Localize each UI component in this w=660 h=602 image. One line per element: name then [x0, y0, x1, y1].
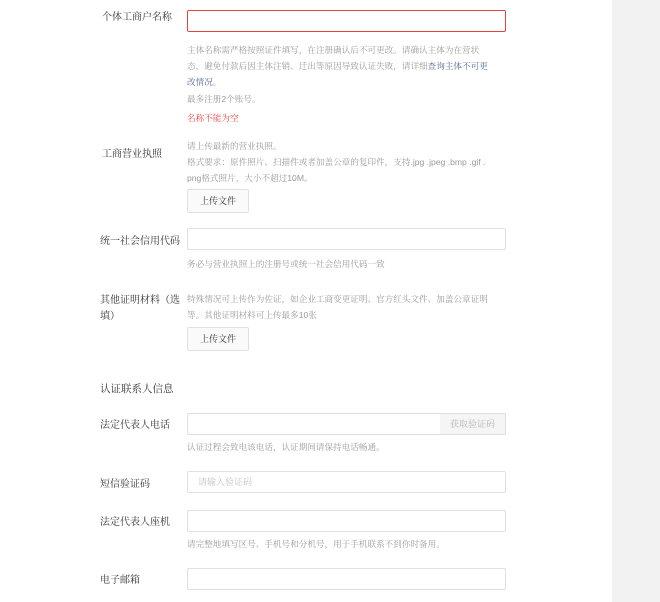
query-entity-link-part-1[interactable]: 查询主体不可更 — [427, 61, 488, 71]
merchant-name-hint-line-3 — [187, 74, 517, 90]
other-docs-label — [100, 293, 180, 325]
other-docs-label-line-1: 其他证明材料（选 — [100, 295, 180, 306]
get-code-button[interactable]: 获取验证码 — [440, 413, 506, 435]
merchant-name-hint — [187, 42, 517, 90]
account-limit-note: 最多注册2个账号。 — [187, 94, 261, 104]
merchant-name-error: 名称不能为空 — [187, 113, 239, 123]
email-input[interactable] — [187, 568, 506, 590]
merchant-name-hint-line-1: 主体名称需严格按照证件填写，在注册确认后不可更改。请确认主体为在营状 — [187, 45, 480, 55]
upload-license-button[interactable]: 上传文件 — [187, 189, 249, 213]
credit-code-hint: 务必与营业执照上的注册号或统一社会信用代码一致 — [187, 259, 385, 269]
business-license-hint-line-2: 格式要求：原件照片、扫描件或者加盖公章的复印件，支持.jpg .jpeg .bmp .gif . — [187, 157, 486, 167]
legal-landline-input[interactable] — [187, 510, 506, 532]
merchant-name-hint-line-2 — [187, 58, 517, 74]
business-license-hint-line-3: png格式照片，大小不超过10M。 — [187, 173, 313, 183]
merchant-name-label: 个体工商户名称 — [102, 12, 172, 23]
email-label: 电子邮箱 — [100, 575, 140, 586]
contact-section-title: 认证联系人信息 — [100, 383, 174, 395]
legal-phone-label: 法定代表人电话 — [100, 420, 170, 431]
credit-code-label: 统一社会信用代码 — [100, 236, 180, 247]
other-docs-label-line-2: 填） — [100, 311, 120, 322]
other-docs-hint — [187, 291, 517, 323]
legal-landline-hint: 请完整地填写区号、手机号和分机号，用于手机联系不到你时备用。 — [187, 539, 445, 549]
merchant-name-hint-text: 态，避免付款后因主体注销、迁出等原因导致认证失败，请详细 — [187, 61, 428, 71]
sms-code-label: 短信验证码 — [100, 479, 150, 490]
merchant-name-hint-end: 。 — [212, 77, 222, 87]
business-license-hint — [187, 138, 517, 186]
legal-phone-input[interactable] — [187, 413, 441, 435]
other-docs-hint-line-2: 等。其他证明材料可上传最多10张 — [187, 310, 317, 320]
legal-landline-label: 法定代表人座机 — [100, 517, 170, 528]
right-side-panel — [612, 0, 660, 602]
business-license-label: 工商营业执照 — [102, 149, 162, 160]
query-entity-link-part-2[interactable]: 改情况 — [187, 77, 213, 87]
credit-code-input[interactable] — [187, 228, 506, 250]
merchant-name-input[interactable] — [187, 10, 506, 32]
legal-phone-hint: 认证过程会致电该电话，认证期间请保持电话畅通。 — [187, 442, 385, 452]
upload-other-docs-button[interactable]: 上传文件 — [187, 327, 249, 351]
other-docs-hint-line-1: 特殊情况可上传作为佐证，如企业工商变更证明、官方红头文件、加盖公章证明 — [187, 294, 488, 304]
sms-code-input[interactable] — [187, 471, 506, 493]
business-license-hint-line-1: 请上传最新的营业执照。 — [187, 141, 282, 151]
